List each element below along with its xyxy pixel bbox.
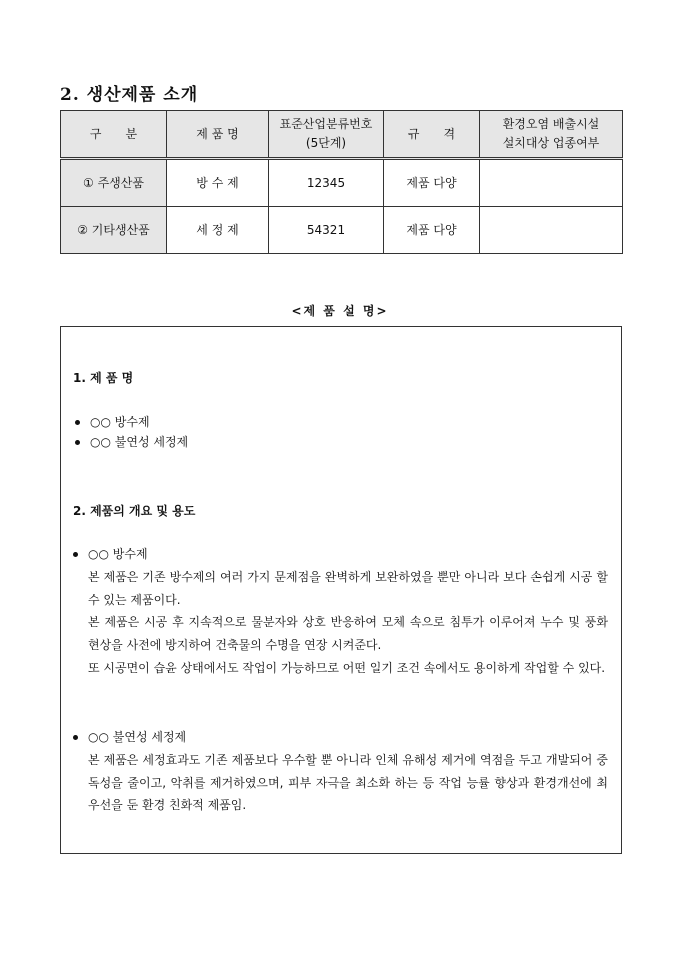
cell-pollution-facility xyxy=(480,159,623,207)
cell-industry-code: 54321 xyxy=(269,207,384,254)
section1-heading: 1. 제 품 명 xyxy=(73,371,134,385)
header-category: 구 분 xyxy=(61,111,167,159)
list-item: ○○ 방수제 xyxy=(73,545,148,562)
list-item: ○○ 불연성 세정제 xyxy=(75,433,188,450)
header-spec: 규 격 xyxy=(384,111,480,159)
product-table xyxy=(60,110,623,254)
paragraph: 본 제품은 세정효과도 기존 제품보다 우수할 뿐 아니라 인체 유해성 제거에 역점을 두고 개발되어 중독성을 줄이고, 악취를 제거하였으며, 피부 자극을 최소화 하는 등 작업 능률 향상과 환경개선에 최우선을 둔 환경 친화적 제품임. xyxy=(88,753,608,813)
cell-category: ① 주생산품 xyxy=(61,159,167,207)
bullet-icon xyxy=(75,420,80,425)
table-row xyxy=(61,159,623,207)
paragraph: 본 제품은 시공 후 지속적으로 물분자와 상호 반응하여 모체 속으로 침투가 이루어져 누수 및 풍화 현상을 사전에 방지하여 건축물의 수명을 연장 시켜준다. xyxy=(88,615,608,653)
section-title: 2. 생산제품 소개 xyxy=(60,85,199,105)
list-item: ○○ 불연성 세정제 xyxy=(73,728,186,745)
paragraph: 또 시공면이 습윤 상태에서도 작업이 가능하므로 어떤 일기 조건 속에서도 용이하게 작업할 수 있다. xyxy=(88,660,606,675)
cell-category: ② 기타생산품 xyxy=(61,207,167,254)
paragraph: 본 제품은 기존 방수제의 여러 가지 문제점을 완벽하게 보완하였을 뿐만 아니라 보다 손쉽게 시공 할 수 있는 제품이다. xyxy=(88,570,608,607)
bullet-icon xyxy=(73,552,78,557)
cell-pollution-facility xyxy=(480,207,623,254)
description-title: <제 품 설 명> xyxy=(291,304,389,318)
cell-industry-code: 12345 xyxy=(269,159,384,207)
header-industry-code: 표준산업분류번호 (5단계) xyxy=(269,111,384,159)
cell-spec: 제품 다양 xyxy=(384,207,480,254)
product-description xyxy=(88,566,608,680)
bullet-icon xyxy=(75,440,80,445)
cell-product-name: 세 정 제 xyxy=(167,207,269,254)
table-row xyxy=(61,207,623,254)
cell-spec: 제품 다양 xyxy=(384,159,480,207)
product-description xyxy=(88,749,608,817)
bullet-icon xyxy=(73,735,78,740)
header-product-name: 제 품 명 xyxy=(167,111,269,159)
cell-product-name: 방 수 제 xyxy=(167,159,269,207)
header-pollution-facility: 환경오염 배출시설 설치대상 업종여부 xyxy=(480,111,623,159)
table-header-row xyxy=(61,111,623,159)
section2-heading: 2. 제품의 개요 및 용도 xyxy=(73,504,196,518)
list-item: ○○ 방수제 xyxy=(75,413,150,430)
